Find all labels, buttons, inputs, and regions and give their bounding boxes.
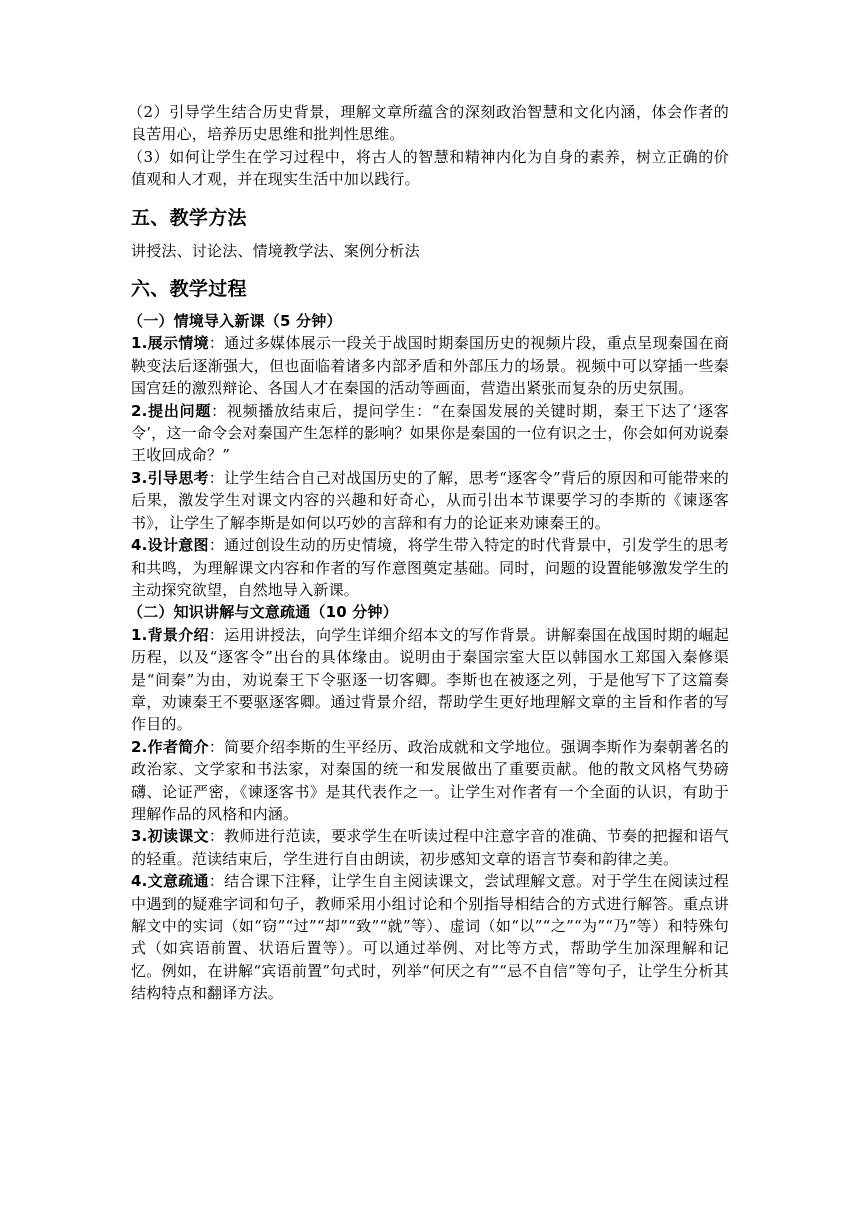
section-5-content: 讲授法、讨论法、情境教学法、案例分析法 <box>131 241 420 260</box>
item-text: ：让学生结合自己对战国历史的了解，思考“逐客令”背后的原因和可能带来的后果，激发学生对课文内容的兴趣和好奇心，从而引出本节课要学习的李斯的《谏逐客书》，让学生了解李斯是如何以巧妙的言辞和有力的论证来劝谏秦王的。 <box>131 468 729 532</box>
item-lead: 2.作者简介 <box>131 737 209 756</box>
item-lead: 4.设计意图 <box>131 536 209 555</box>
part-1-item <box>131 332 729 399</box>
item-text: ：教师进行范读，要求学生在听读过程中注意字音的准确、节奏的把握和语气的轻重。范读结束后，学生进行自由朗读，初步感知文章的语言节奏和韵律之美。 <box>131 827 729 868</box>
part-2-item <box>131 870 729 1004</box>
section-5-heading: 五、教学方法 <box>131 206 247 229</box>
item-lead: 2.提出问题 <box>131 401 212 420</box>
part-2-item <box>131 736 729 826</box>
part-2-item <box>131 624 729 736</box>
part-1-item <box>131 400 729 467</box>
intro-item-3: （3）如何让学生在学习过程中，将古人的智慧和精神内化为自身的素养，树立正确的价值观和人才观，并在现实生活中加以践行。 <box>128 147 729 189</box>
section-6-heading: 六、教学过程 <box>131 278 247 301</box>
item-lead: 1.展示情境 <box>131 334 209 353</box>
item-lead: 1.背景介绍 <box>131 625 209 644</box>
intro-item-2: （2）引导学生结合历史背景，理解文章所蕴含的深刻政治智慧和文化内涵，体会作者的良苦用心，培养历史思维和批判性思维。 <box>128 103 729 144</box>
part-2-title: （二）知识讲解与文意疏通（10 分钟） <box>128 603 398 622</box>
part-1-item <box>131 467 729 534</box>
item-text: ：视频播放结束后，提问学生：“在秦国发展的关键时期，秦王下达了‘逐客令’，这一命令会对秦国产生怎样的影响？如果你是秦国的一位有识之士，你会如何劝说秦王收回成命？” <box>131 401 729 465</box>
item-text: ：通过多媒体展示一段关于战国时期秦国历史的视频片段，重点呈现秦国在商鞅变法后逐渐强大，但也面临着诸多内部矛盾和外部压力的场景。视频中可以穿插一些秦国宫廷的激烈辩论、各国人才在秦国的活动等画面，营造出紧张而复杂的历史氛围。 <box>131 334 729 398</box>
part-1-item <box>131 534 729 601</box>
item-lead: 3.初读课文 <box>131 827 209 846</box>
item-text: ：运用讲授法，向学生详细介绍本文的写作背景。讲解秦国在战国时期的崛起历程，以及“逐客令”出台的具体缘由。说明由于秦国宗室大臣以韩国水工郑国入秦修渠是“间秦”为由，劝说秦王下令驱逐一切客卿。李斯也在被逐之列，于是他写下了这篇奏章，劝谏秦王不要驱逐客卿。通过背景介绍，帮助学生更好地理解文章的主旨和作者的写作目的。 <box>131 625 729 734</box>
item-lead: 4.文意疏通 <box>131 872 209 891</box>
item-text: ：简要介绍李斯的生平经历、政治成就和文学地位。强调李斯作为秦朝著名的政治家、文学家和书法家，对秦国的统一和发展做出了重要贡献。他的散文风格气势磅礴、论证严密，《谏逐客书》是其代表作之一。让学生对作者有一个全面的认识，有助于理解作品的风格和内涵。 <box>131 737 729 823</box>
item-text: ：通过创设生动的历史情境，将学生带入特定的时代背景中，引发学生的思考和共鸣，为理解课文内容和作者的写作意图奠定基础。同时，问题的设置能够激发学生的主动探究欲望，自然地导入新课。 <box>131 536 729 599</box>
item-lead: 3.引导思考 <box>131 468 209 487</box>
item-text: ：结合课下注释，让学生自主阅读课文，尝试理解文意。对于学生在阅读过程中遇到的疑难字词和句子，教师采用小组讨论和个别指导相结合的方式进行解答。重点讲解文中的实词（如“窃”“过”“却”“致”“就”等）、虚词（如“以”“之”“为”“乃”等）和特殊句式（如宾语前置、状语后置等）。可以通过举例、对比等方式，帮助学生加深理解和记忆。例如，在讲解“宾语前置”句式时，列举“何厌之有”“忌不自信”等句子，让学生分析其结构特点和翻译方法。 <box>131 872 729 1003</box>
part-2-item <box>131 825 729 870</box>
part-1-title: （一）情境导入新课（5 分钟） <box>128 312 342 331</box>
document-page <box>128 101 729 1005</box>
